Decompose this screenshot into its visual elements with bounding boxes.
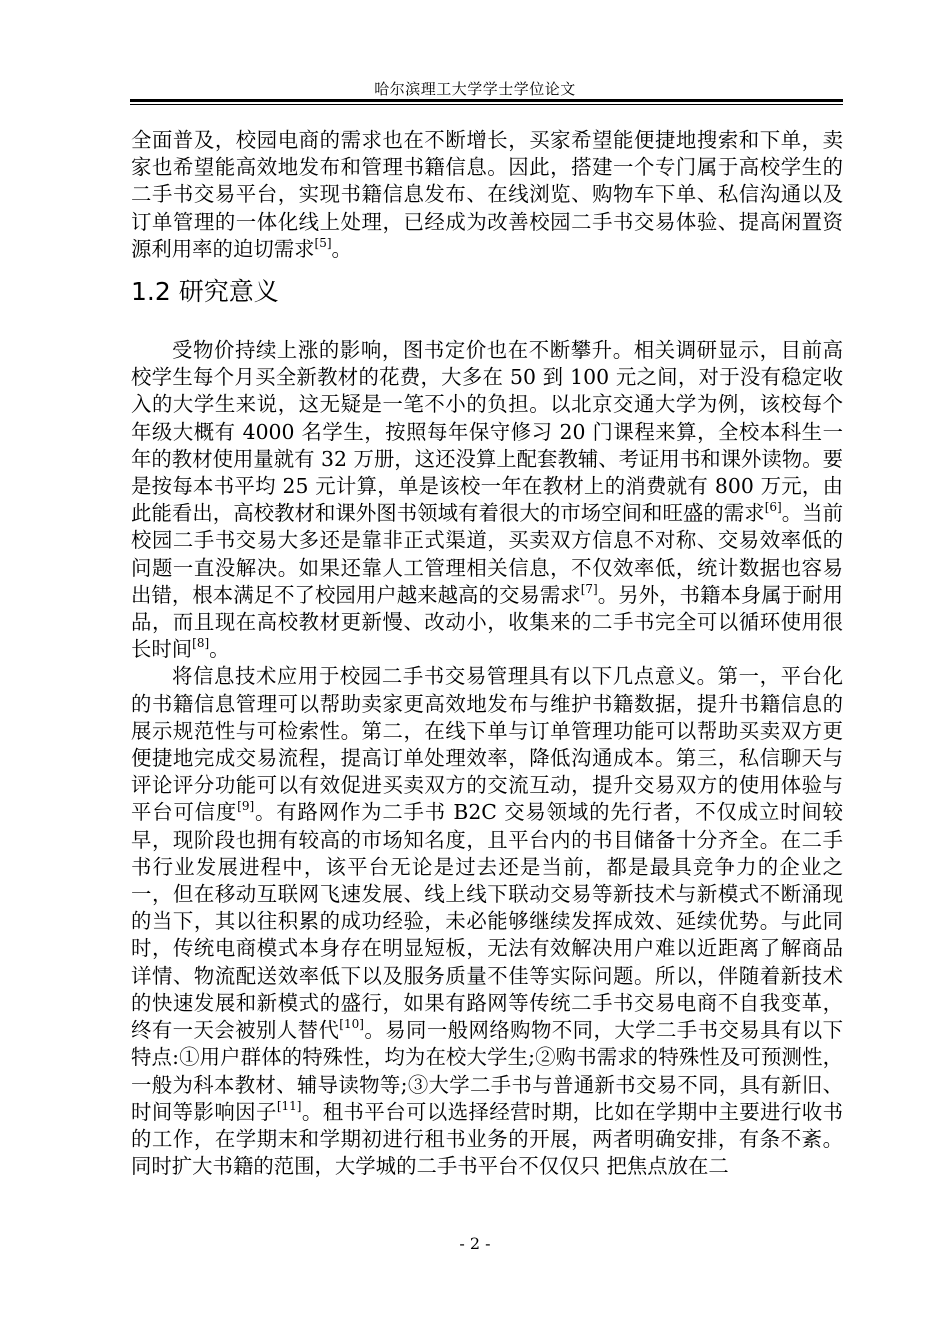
citation-ref: [10]: [339, 1017, 364, 1032]
paragraph-text: 受物价持续上涨的影响，图书定价也在不断攀升。相关调研显示，目前高校学生每个月买全新教材的花费，大多在 50 到 100 元之间，对于没有稳定收入的大学生来说，这无疑是一笔不小的负担。以北京交通大学为例，该校每个年级大概有 4000 名学生，按照每年保守修习 20 门课程来算，全校本科生一年的教材使用量就有 32 万册，这还没算上配套教辅、考证用书和课外读物。要是按每本书平均 25 元计算，单是该校一年在教材上的消费就有 800 万元，由此能看出，高校教材和课外图书领域有着很大的市场空间和旺盛的需求: [131, 338, 843, 526]
page-body: [131, 127, 843, 1180]
paragraph-text: 。: [331, 236, 352, 261]
citation-ref: [7]: [580, 581, 598, 596]
citation-ref: [8]: [192, 636, 210, 651]
paragraph-text: 。当前校园二手书交易大多还是靠非正式渠道，买卖双方信息不对称、交易效率低的问题一直没解决。如果还靠人工管理相关信息，不仅效率低，统计数据也容易出错，根本满足不了校园用户越来越高的交易需求: [131, 501, 844, 607]
header-rule-thin: [130, 104, 843, 105]
running-header-title: 哈尔滨理工大学学士学位论文: [374, 80, 576, 98]
paragraph-text: 全面普及，校园电商的需求也在不断增长，买家希望能便捷地搜索和下单，卖家也希望能高效地发布和管理书籍信息。因此，搭建一个专门属于高校学生的二手书交易平台，实现书籍信息发布、在线浏览、购物车下单、私信沟通以及订单管理的一体化线上处理，已经成为改善校园二手书交易体验、提高闲置资源利用率的迫切需求: [131, 128, 843, 261]
paragraph-background-end: [131, 127, 843, 263]
paragraph-significance-cost: [131, 337, 843, 663]
paragraph-text: 将信息技术应用于校园二手书交易管理具有以下几点意义。第一，平台化的书籍信息管理可以帮助卖家更高效地发布与维护书籍数据，提升书籍信息的展示规范性与可检索性。第二，在线下单与订单管理功能可以帮助买卖双方更便捷地完成交易流程，提高订单处理效率，降低沟通成本。第三，私信聊天与评论评分功能可以有效促进买卖双方的交流互动，提升交易双方的使用体验与平台可信度: [131, 664, 843, 825]
paragraph-text: 。租书平台可以选择经营时期，比如在学期中主要进行收书的工作，在学期末和学期初进行租书业务的开展，两者明确安排，有条不紊。同时扩大书籍的范围，大学城的二手书平台不仅仅只 把焦点放在二: [131, 1099, 844, 1179]
section-heading: 1.2 研究意义: [131, 277, 279, 307]
paragraph-text: 。: [209, 637, 230, 662]
header-rule-thick: [130, 99, 843, 102]
page-number: - 2 -: [459, 1234, 491, 1253]
paragraph-text: 。有路网作为二手书 B2C 交易领域的先行者，不仅成立时间较早，现阶段也拥有较高的市场知名度，且平台内的书目储备十分齐全。在二手书行业发展进程中，该平台无论是过去还是当前，都是最具竞争力的企业之一，但在移动互联网飞速发展、线上线下联动交易等新技术与新模式不断涌现的当下，其以往积累的成功经验，未必能够继续发挥成效、延续优势。与此同时，传统电商模式本身存在明显短板，无法有效解决用户难以近距离了解商品详情、物流配送效率低下以及服务质量不佳等实际问题。所以，伴随着新技术的快速发展和新模式的盛行，如果有路网等传统二手书交易电商不自我变革，终有一天会被别人替代: [131, 800, 843, 1043]
citation-ref: [11]: [276, 1098, 302, 1113]
citation-ref: [9]: [237, 799, 255, 814]
paragraph-significance-it: [131, 663, 843, 1180]
citation-ref: [5]: [314, 235, 332, 250]
citation-ref: [6]: [764, 500, 782, 515]
paragraph-text: 。易同一般网络购物不同，大学二手书交易具有以下特点:①用户群体的特殊性，均为在校大学生;②购书需求的特殊性及可预测性，一般为科本教材、辅导读物等;③大学二手书与普通新书交易不同，具有新旧、时间等影响因子: [131, 1018, 844, 1124]
paragraph-text: 。另外，书籍本身属于耐用品，而且现在高校教材更新慢、改动小，收集来的二手书完全可以循环使用很长时间: [131, 582, 844, 662]
